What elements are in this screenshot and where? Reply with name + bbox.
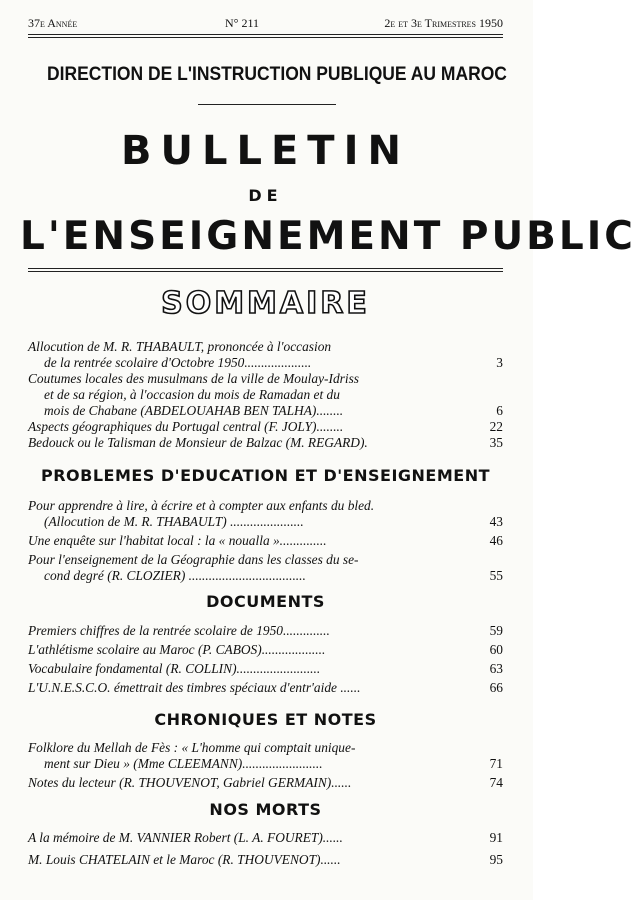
- issue-number: N° 211: [225, 16, 260, 30]
- toc-entry: Pour l'enseignement de la Géographie dans les classes du se- cond degré (R. CLOZIER) ................................... 55: [28, 552, 503, 583]
- toc-entry: Pour apprendre à lire, à écrire et à compter aux enfants du bled. (Allocution de M. R. THABAULT) ...................... 43: [28, 498, 503, 529]
- title-rule: [28, 268, 503, 272]
- toc-entry: Une enquête sur l'habitat local : la « noualla ».............. 46: [28, 533, 503, 548]
- issue-trimestres: 2e et 3e Trimestres 1950: [384, 16, 503, 30]
- toc-entry: Vocabulaire fondamental (R. COLLIN)......................... 63: [28, 661, 503, 676]
- page-number: 55: [489, 568, 503, 583]
- page-number: 91: [489, 830, 503, 845]
- sommaire-heading: SOMMAIRE: [161, 286, 370, 321]
- section-chroniques-heading: CHRONIQUES ET NOTES: [154, 710, 377, 729]
- page-number: 43: [489, 514, 503, 529]
- section-documents-heading: DOCUMENTS: [206, 592, 325, 611]
- page-number: 74: [489, 775, 503, 790]
- toc-entry: Coutumes locales des musulmans de la ville de Moulay-Idriss et de sa région, à l'occasion du mois de Ramadan et du mois de Chabane (ABDELOUAHAB BEN TALHA)........ 6: [28, 371, 503, 418]
- section-nos-morts-heading: NOS MORTS: [209, 800, 322, 819]
- direction-rule: [198, 104, 336, 105]
- header-rule: [28, 34, 503, 38]
- toc-entry: L'athlétisme scolaire au Maroc (P. CABOS)................... 60: [28, 642, 503, 657]
- page-number: 3: [496, 355, 503, 370]
- page-number: 6: [496, 403, 503, 418]
- page-number: 71: [489, 756, 503, 771]
- page-number: 63: [489, 661, 503, 676]
- issue-year: 37e Année: [28, 16, 78, 30]
- issue-header: [28, 14, 503, 34]
- toc-entry: Notes du lecteur (R. THOUVENOT, Gabriel GERMAIN)...... 74: [28, 775, 503, 790]
- title-de: DE: [248, 186, 283, 205]
- toc-entry: A la mémoire de M. VANNIER Robert (L. A. FOURET)...... 91: [28, 830, 503, 845]
- toc-entry: Premiers chiffres de la rentrée scolaire de 1950.............. 59: [28, 623, 503, 638]
- section-documents-toc: [28, 623, 503, 696]
- toc-entry: L'U.N.E.S.C.O. émettrait des timbres spéciaux d'entr'aide ...... 66: [28, 680, 503, 695]
- toc-entry: Aspects géographiques du Portugal central (F. JOLY)........ 22: [28, 419, 503, 434]
- page-number: 95: [489, 852, 503, 867]
- toc-entry: M. Louis CHATELAIN et le Maroc (R. THOUVENOT)...... 95: [28, 852, 503, 867]
- page-number: 46: [489, 533, 503, 548]
- page-number: 59: [489, 623, 503, 638]
- page-number: 35: [489, 435, 503, 450]
- toc-entry: Allocution de M. R. THABAULT, prononcée à l'occasion de la rentrée scolaire d'Octobre 1950.................... 3: [28, 339, 503, 370]
- page-number: 22: [489, 419, 503, 434]
- section-chroniques-toc: [28, 740, 503, 791]
- section-problemes-heading: PROBLEMES D'EDUCATION ET D'ENSEIGNEMENT: [40, 466, 491, 485]
- title-bulletin: BULLETIN: [121, 128, 410, 174]
- toc-entry: Bedouck ou le Talisman de Monsieur de Balzac (M. REGARD). 35: [28, 435, 503, 450]
- page-number: 66: [489, 680, 503, 695]
- page-number: 60: [489, 642, 503, 657]
- title-enseignement: L'ENSEIGNEMENT PUBLIC: [20, 214, 636, 259]
- toc-entry: Folklore du Mellah de Fès : « L'homme qui comptait unique- ment sur Dieu » (Mme CLEEMANN)........................ 71: [28, 740, 503, 771]
- section-problemes-toc: [28, 498, 503, 584]
- section-nos-morts-toc: [28, 830, 503, 868]
- direction-heading: DIRECTION DE L'INSTRUCTION PUBLIQUE AU MAROC: [47, 64, 507, 85]
- intro-toc: [28, 339, 503, 451]
